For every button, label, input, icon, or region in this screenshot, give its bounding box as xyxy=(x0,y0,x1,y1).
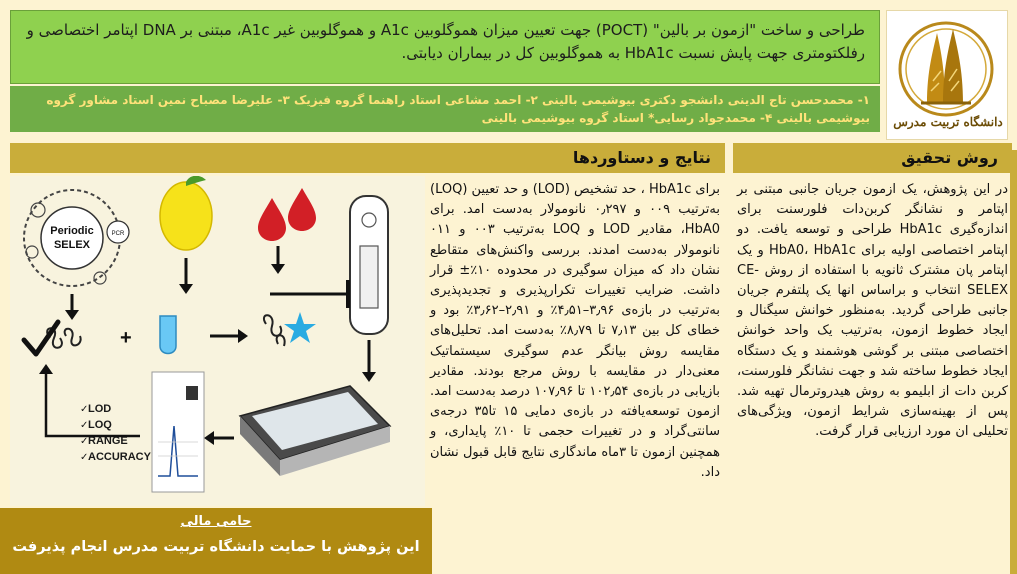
graphical-abstract xyxy=(10,176,425,506)
support-text: این پژوهش با حمایت دانشگاه تربیت مدرس انجام پذیرفت xyxy=(12,539,420,555)
poster-title: طراحی و ساخت "ازمون بر بالین" (POCT) جهت تعیین میزان هموگلوبین A1c و هموگلوبین غیر A1c، مبتنی بر DNA اپتامر اختصاصی و رفلکتومتری جهت پایش نسبت HbA1c به هموگلوبین کل در بیماران دیابتی. xyxy=(10,10,880,84)
pcr-label: PCR xyxy=(111,231,125,237)
test-strip-icon xyxy=(350,196,388,334)
selex-label-line1: Periodic xyxy=(50,225,94,237)
authors-line: ۱- محمدحسن تاج الدینی دانشجو دکتری بیوشیمی بالینی ۲- احمد مشاعی استاد راهنما گروه فیزیک ۳- علیرضا مصباح نمین استاد مشاور گروه بیوشیمی بالینی ۴- محمدجواد رسایی* استاد گروه بیوشیمی بالینی xyxy=(10,86,880,132)
svg-text:✓: ✓ xyxy=(80,420,89,431)
results-body: برای HbA1c ، حد تشخیص (LOD) و حد تعیین (LOQ) به‌ترتیب ۰۰۹ و ۰٫۲۹۷ نانومولار به‌دست امد. برای HbA0، مقادیر LOD و LOQ به‌ترتیب ۰۰۳ و ۰۱۱ نانومولار به‌دست امدند. بررسی واکنش‌های متقاطع نشان داد که میزان سوگیری در محدوده ۱۰٪± قرار داشت. ضرایب تغییرات تکرارپذیری و تجدیدپذیری به‌ترتیب در بازه‌ی ۳٫۹۶–۴٫۵۱٪ و ۲٫۹۱–۳٫۶۲٪ بود و خطای کل بین ۷٫۱۳ تا ۸٫۷۹٪ به‌دست امد. تحلیل‌های مقایسه روش بیانگر عدم سوگیری سیستماتیک معنی‌دار در مقایسه با روش مرجع بودند. مقادیر بازیابی در بازه‌ی ۱۰۲٫۵۴ تا ۱۰۷٫۹۶ درصد به‌دست امد. ازمون توسعه‌یافته در بازه‌ی دمایی ۱۵ تا۳۵ درجه‌ی سانتی‌گراد و در تغییرات حجمی تا ۱۰٪ پایداری، و همچنین ازمون تا ۳ماه ماندگاری نتایج قابل قبول نشان داد. xyxy=(430,182,721,480)
reader-device-icon xyxy=(240,386,390,476)
svg-text:✓: ✓ xyxy=(80,452,89,463)
checklist-item: LOQ xyxy=(88,419,112,431)
checklist-item: LOD xyxy=(88,403,112,415)
svg-text:✓: ✓ xyxy=(80,404,89,415)
carbon-dot-star-icon xyxy=(284,312,316,343)
financial-support-box xyxy=(0,508,432,574)
blood-drops-icon xyxy=(258,188,316,241)
checkmark-icon xyxy=(24,322,58,354)
logo-caption: دانشگاه تربیت مدرس xyxy=(893,115,1003,129)
right-border-bar xyxy=(1010,150,1017,574)
method-body: در این پژوهش، یک ازمون جریان جانبی مبتنی بر اپتامر و نشانگر کربن‌دات فلورسنت برای اندازه‌گیری HbA1c طراحی و توسعه یافت. دو اپتامر اختصاصی اولیه برای HbA0، HbA1c و یک اپتامر پان مشترک ثانویه با استفاده از روش CE-SELEX انتخاب و براساس انها یک پلتفرم جریان جانبی طراحی گردید. به‌منظور خوانش سیگنال و ایجاد خطوط ازمون، به‌ترتیب یک واحد خوانش اختصاصی مبتنی بر گوشی هوشمند و یک دستگاه ایجاد خطوط ساخته شد و جهت نشانگر فلورسنت، کربن دات از ابلیمو به روش هیدروترمال تهیه شد. پس از بهینه‌سازی شرایط ازمون، ویژگی‌های تحلیلی ان مورد ارزیابی قرار گرفت. xyxy=(737,182,1009,440)
svg-text:✓: ✓ xyxy=(80,436,89,447)
carbon-dot-vial-icon xyxy=(160,316,176,354)
checklist-item: RANGE xyxy=(88,435,128,447)
svg-text:+: + xyxy=(120,327,132,349)
selex-cycle-icon xyxy=(24,190,129,286)
checklist-item: ACCURACY xyxy=(88,451,151,463)
selex-label-line2: SELEX xyxy=(53,239,91,251)
support-title: حامی مالی xyxy=(180,514,252,529)
method-heading: روش تحقیق xyxy=(733,143,1012,173)
validation-checklist xyxy=(80,403,152,463)
lemon-icon xyxy=(160,176,212,250)
results-heading: نتایج و دستاوردها xyxy=(10,143,725,173)
university-logo xyxy=(886,10,1008,140)
result-chart-icon xyxy=(152,372,204,492)
